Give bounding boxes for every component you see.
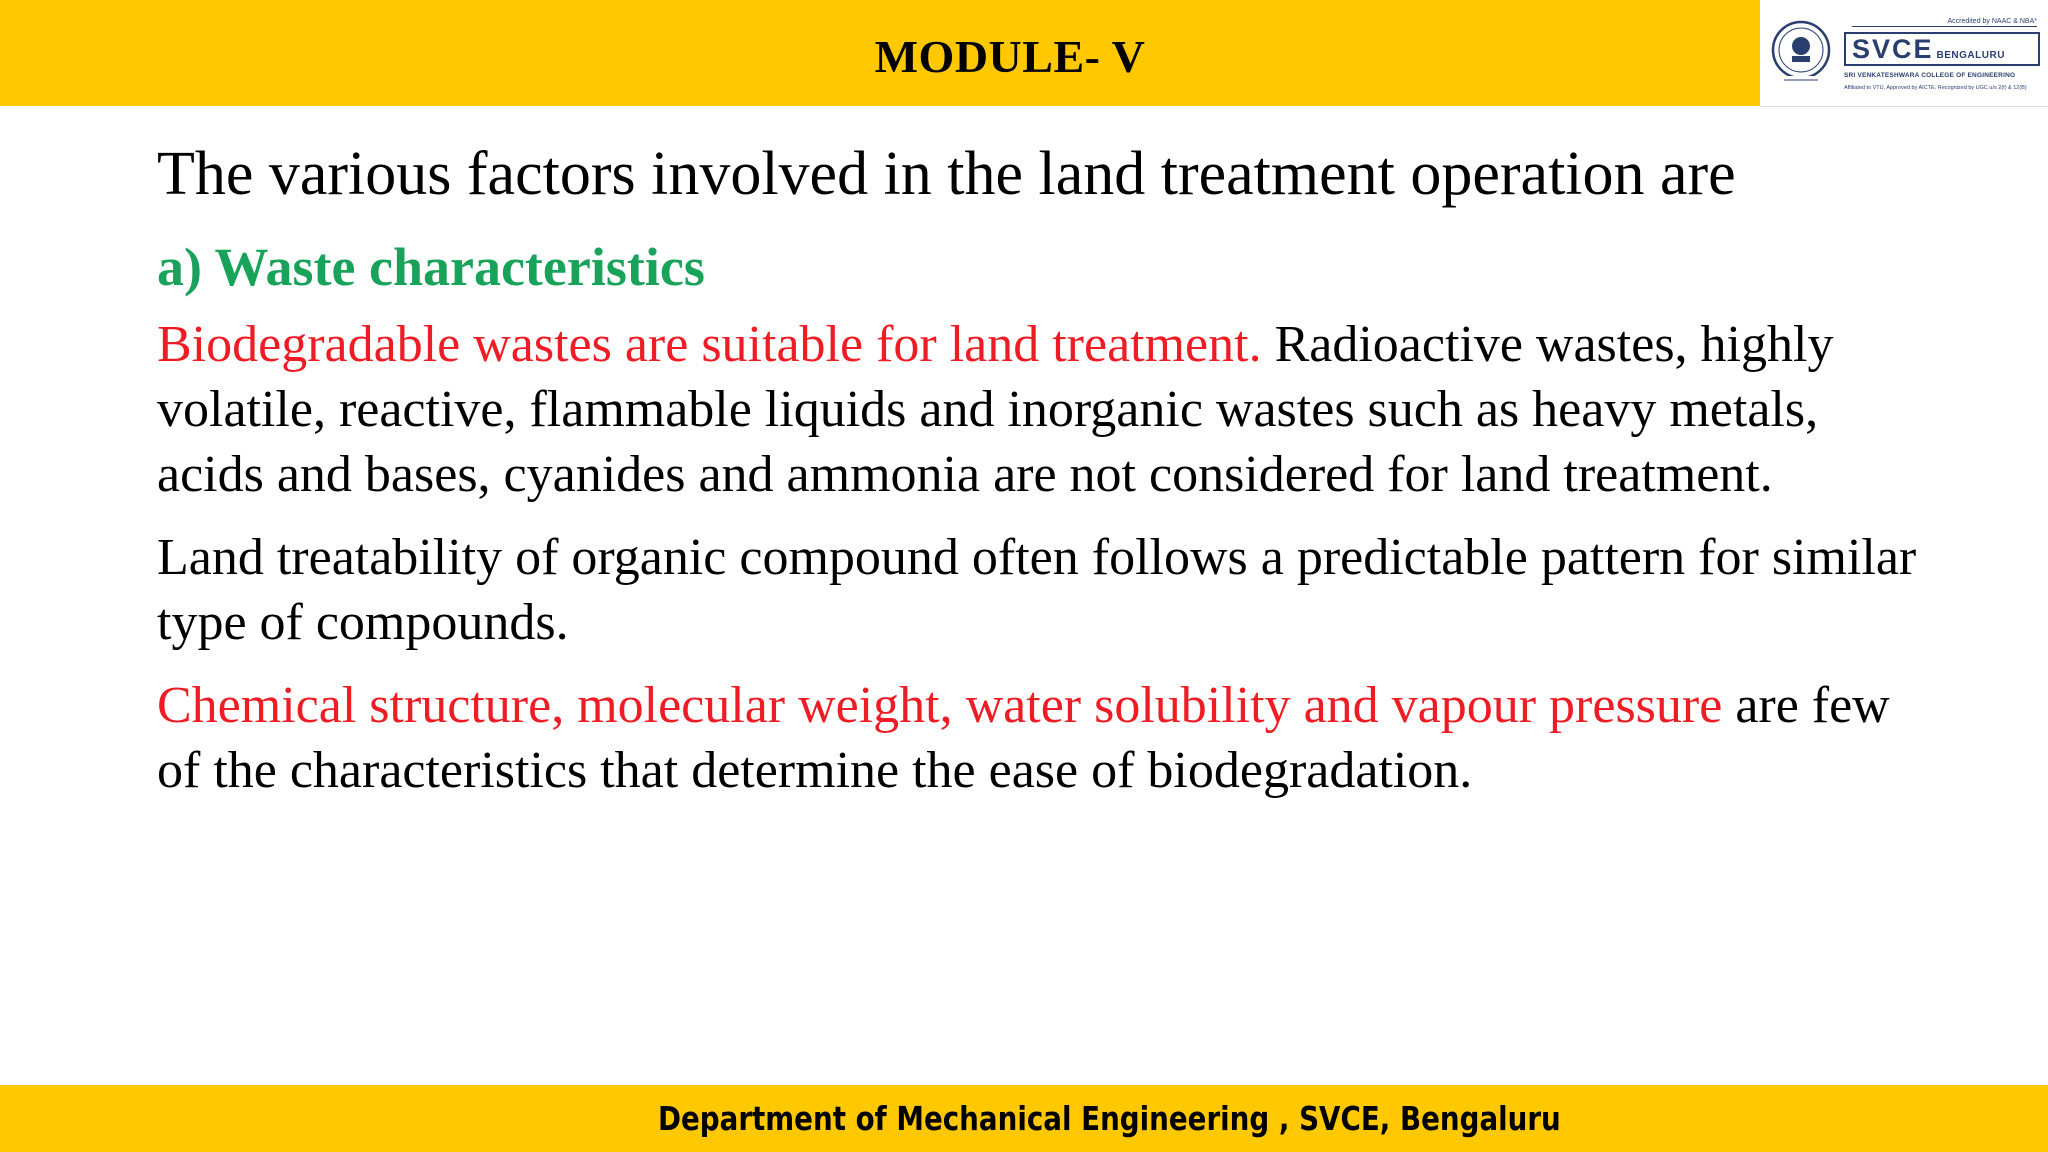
college-logo xyxy=(1760,0,2048,107)
logo-wordmark xyxy=(1844,32,2040,66)
body-text: Radioactive wastes, highly volatile, reactive, flammable liquids and inorganic wastes such as heavy metals, acids and bases, cyanides and ammonia are not considered for land treatment. xyxy=(157,316,1834,503)
body-text: are few of the characteristics that determine the ease of biodegradation. xyxy=(157,677,1890,799)
module-title: MODULE- V xyxy=(874,30,1146,82)
logo-accreditation: Accredited by NAAC & NBA* xyxy=(1852,18,2037,27)
footer-department: Department of Mechanical Engineering , SVCE, Bengaluru xyxy=(658,1099,1561,1138)
college-seal-icon xyxy=(1770,18,1832,86)
paragraph-biodegradable xyxy=(157,312,1917,507)
logo-name: SVCE xyxy=(1852,34,1934,64)
footer-bar xyxy=(0,1085,2048,1152)
highlight-text: Biodegradable wastes are suitable for land treatment. xyxy=(157,316,1262,373)
paragraph-characteristics xyxy=(157,673,1917,803)
slide-heading: The various factors involved in the land treatment operation are xyxy=(157,140,1736,208)
logo-college-name: SRI VENKATESHWARA COLLEGE OF ENGINEERING xyxy=(1844,72,2016,79)
highlight-text: Chemical structure, molecular weight, water solubility and vapour pressure xyxy=(157,677,1723,734)
logo-affiliation: Affiliated to VTU, Approved by AICTE, Recognized by UGC u/s 2(f) & 12(B) xyxy=(1844,85,2027,91)
logo-city: BENGALURU xyxy=(1936,50,2005,61)
paragraph-treatability: Land treatability of organic compound often follows a predictable pattern for similar type of compounds. xyxy=(157,529,1917,651)
header-bar xyxy=(0,0,1760,106)
slide-content xyxy=(157,134,2007,803)
section-subheading: a) Waste characteristics xyxy=(157,237,705,297)
